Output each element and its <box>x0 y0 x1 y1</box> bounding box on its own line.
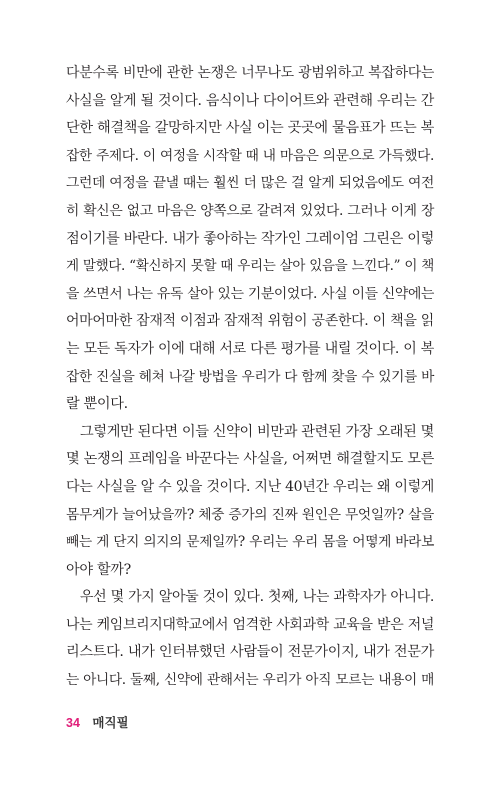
text-line: 는 모든 독자가 이에 대해 서로 다른 평가를 내릴 것이다. 이 복 <box>66 340 434 357</box>
text-line: 그런데 여정을 끝낼 때는 훨씬 더 많은 걸 알게 되었음에도 여전 <box>66 175 434 192</box>
text-line: 사실을 알게 될 것이다. 음식이나 다이어트와 관련해 우리는 간 <box>66 92 434 109</box>
text-line: 리스트다. 내가 인터뷰했던 사람들이 전문가이지, 내가 전문가 <box>66 644 434 661</box>
paragraph-2 <box>66 419 434 585</box>
text-line: 잡한 진실을 헤쳐 나갈 방법을 우리가 다 함께 찾을 수 있기를 바 <box>66 368 434 385</box>
text-line: 나는 케임브리지대학교에서 엄격한 사회과학 교육을 받은 저널 <box>66 616 434 633</box>
text-line: 잡한 주제다. 이 여정을 시작할 때 내 마음은 의문으로 가득했다. <box>66 147 434 164</box>
text-line: 다분수록 비만에 관한 논쟁은 너무나도 광범위하고 복잡하다는 <box>66 65 434 81</box>
text-line: 어마어마한 잠재적 이점과 잠재적 위험이 공존한다. 이 책을 읽 <box>66 313 434 330</box>
text-line: 몸무게가 늘어났을까? 체중 증가의 진짜 원인은 무엇일까? 살을 <box>66 506 434 523</box>
page-number: 34 <box>66 716 80 730</box>
running-title: 매직필 <box>92 716 129 730</box>
text-line: 빼는 게 단지 의지의 문제일까? 우리는 우리 몸을 어떻게 바라보 <box>66 534 434 551</box>
paragraph-1 <box>66 60 434 419</box>
text-line: 게 말했다. “확신하지 못할 때 우리는 살아 있음을 느낀다.” 이 책 <box>66 258 434 275</box>
paragraph-3 <box>66 584 434 694</box>
body-text <box>66 60 434 695</box>
page-footer <box>66 714 129 732</box>
text-line: 우선 몇 가지 알아둘 것이 있다. 첫째, 나는 과학자가 아니다. <box>80 589 434 606</box>
text-line: 을 쓰면서 나는 유독 살아 있는 기분이었다. 사실 이들 신약에는 <box>66 285 434 302</box>
text-line: 단한 해결책을 갈망하지만 사실 이는 곳곳에 물음표가 뜨는 복 <box>66 120 434 137</box>
text-line: 점이기를 바란다. 내가 좋아하는 작가인 그레이엄 그린은 이렇 <box>66 230 434 247</box>
text-line: 그렇게만 된다면 이들 신약이 비만과 관련된 가장 오래된 몇 <box>80 423 434 440</box>
text-line: 몇 논쟁의 프레임을 바꾼다는 사실을, 어쩌면 해결할지도 모른 <box>66 451 434 468</box>
text-line: 랄 뿐이다. <box>66 396 128 413</box>
text-line: 는 아니다. 둘째, 신약에 관해서는 우리가 아직 모르는 내용이 매 <box>66 672 434 689</box>
text-line: 아야 할까? <box>66 561 131 578</box>
text-line: 다는 사실을 알 수 있을 것이다. 지난 40년간 우리는 왜 이렇게 <box>66 478 434 495</box>
text-line: 히 확신은 없고 마음은 양쪽으로 갈려져 있었다. 그러나 이게 장 <box>66 202 434 219</box>
